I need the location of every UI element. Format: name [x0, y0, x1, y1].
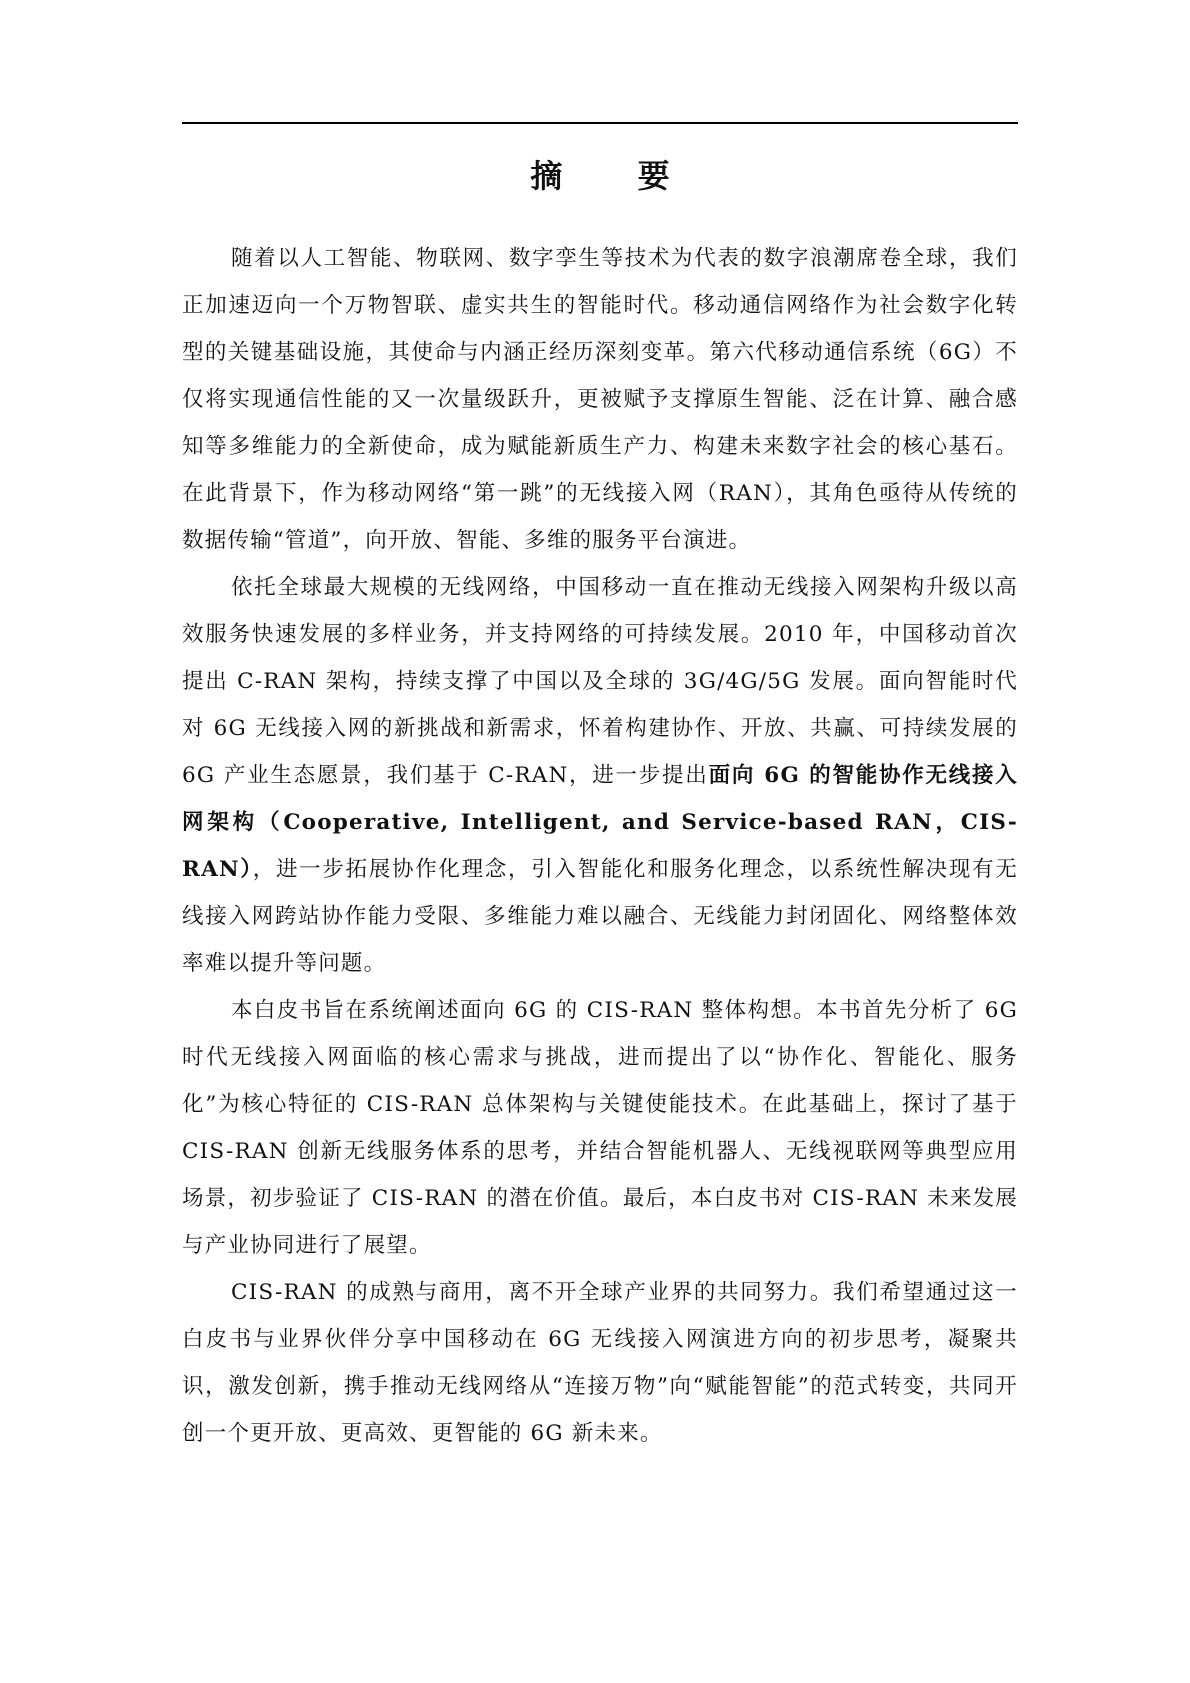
- page-title: 摘 要: [530, 157, 702, 195]
- paragraph-intro: 随着以人工智能、物联网、数字孪生等技术为代表的数字浪潮席卷全球，我们正加速迈向一个万物智联、虚实共生的智能时代。移动通信网络作为社会数字化转型的关键基础设施，其使命与内涵正经历深刻变革。第六代移动通信系统（6G）不仅将实现通信性能的又一次量级跃升，更被赋予支撑原生智能、泛在计算、融合感知等多维能力的全新使命，成为赋能新质生产力、构建未来数字社会的核心基石。在此背景下，作为移动网络“第一跳”的无线接入网（RAN），其角色亟待从传统的数据传输“管道”，向开放、智能、多维的服务平台演进。: [182, 246, 1018, 553]
- paragraph-cis-ran-proposal: [182, 564, 1018, 987]
- abstract-body: [182, 235, 1018, 1457]
- cis-ran-definition-bold: 面向 6G 的智能协作无线接入网架构（Cooperative, Intelligent, and Service-based RAN，CIS-RAN）: [182, 763, 1019, 882]
- paragraph-text-before: 依托全球最大规模的无线网络，中国移动一直在推动无线接入网架构升级以高效服务快速发展的多样业务，并支持网络的可持续发展。2010 年，中国移动首次提出 C-RAN 架构，持续支撑了中国以及全球的 3G/4G/5G 发展。面向智能时代对 6G 无线接入网的新挑战和新需求，怀着构建协作、开放、共赢、可持续发展的 6G 产业生态愿景，我们基于 C-RAN，进一步提出: [182, 575, 1018, 788]
- header-rule: [182, 122, 1018, 124]
- paragraph-whitepaper-overview: 本白皮书旨在系统阐述面向 6G 的 CIS-RAN 整体构想。本书首先分析了 6G 时代无线接入网面临的核心需求与挑战，进而提出了以“协作化、智能化、服务化”为核心特征的 CIS-RAN 总体架构与关键使能技术。在此基础上，探讨了基于 CIS-RAN 创新无线服务体系的思考，并结合智能机器人、无线视联网等典型应用场景，初步验证了 CIS-RAN 的潜在价值。最后，本白皮书对 CIS-RAN 未来发展与产业协同进行了展望。: [182, 998, 1018, 1258]
- paragraph-text-after: ，进一步拓展协作化理念，引入智能化和服务化理念，以系统性解决现有无线接入网跨站协作能力受限、多维能力难以融合、无线能力封闭固化、网络整体效率难以提升等问题。: [182, 857, 1018, 976]
- paragraph-outlook: CIS-RAN 的成熟与商用，离不开全球产业界的共同努力。我们希望通过这一白皮书与业界伙伴分享中国移动在 6G 无线接入网演进方向的初步思考，凝聚共识，激发创新，携手推动无线网络从“连接万物”向“赋能智能”的范式转变，共同开创一个更开放、更高效、更智能的 6G 新未来。: [182, 1280, 1018, 1446]
